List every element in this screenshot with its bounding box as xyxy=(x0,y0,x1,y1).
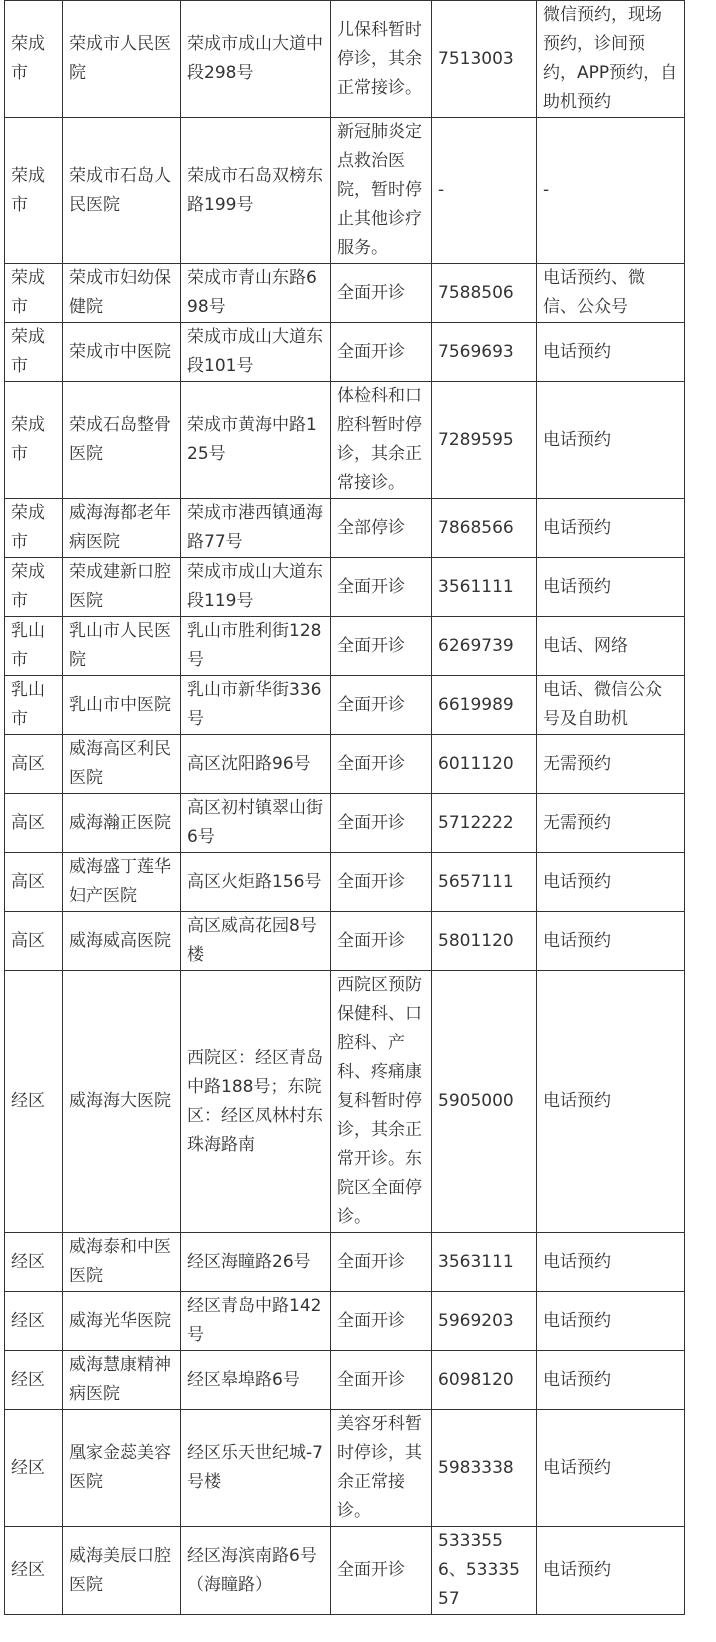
hospital-name-cell: 荣成市人民医院 xyxy=(63,1,181,118)
table-row xyxy=(5,1292,685,1351)
booking-method-cell: 电话预约 xyxy=(537,558,685,617)
address-cell: 经区海滨南路6号（海瞳路） xyxy=(181,1527,331,1615)
status-cell: 全面开诊 xyxy=(331,1527,432,1615)
status-cell: 西院区预防保健科、口腔科、产科、疼痛康复科暂时停诊，其余正常开诊。东院区全面停诊。 xyxy=(331,971,432,1233)
status-cell: 全面开诊 xyxy=(331,853,432,912)
status-cell: 全面开诊 xyxy=(331,264,432,323)
district-cell: 荣成市 xyxy=(5,1,63,118)
hospital-name-cell: 荣成石岛整骨医院 xyxy=(63,382,181,499)
address-cell: 乳山市胜利街128号 xyxy=(181,617,331,676)
address-cell: 经区皋埠路6号 xyxy=(181,1351,331,1410)
hospital-name-cell: 荣成市石岛人民医院 xyxy=(63,118,181,264)
table-row xyxy=(5,735,685,794)
table-row xyxy=(5,118,685,264)
booking-method-cell: 电话预约 xyxy=(537,853,685,912)
address-cell: 荣成市石岛双榜东路199号 xyxy=(181,118,331,264)
table-row xyxy=(5,676,685,735)
district-cell: 荣成市 xyxy=(5,118,63,264)
hospital-name-cell: 乳山市中医院 xyxy=(63,676,181,735)
status-cell: 全面开诊 xyxy=(331,1233,432,1292)
district-cell: 经区 xyxy=(5,1410,63,1527)
district-cell: 荣成市 xyxy=(5,499,63,558)
district-cell: 经区 xyxy=(5,1292,63,1351)
status-cell: 全面开诊 xyxy=(331,794,432,853)
booking-method-cell: 电话预约 xyxy=(537,382,685,499)
table-row xyxy=(5,323,685,382)
booking-method-cell: 电话预约 xyxy=(537,1527,685,1615)
address-cell: 荣成市青山东路698号 xyxy=(181,264,331,323)
booking-method-cell: 电话预约 xyxy=(537,1351,685,1410)
table-row xyxy=(5,912,685,971)
phone-cell: 6269739 xyxy=(432,617,537,676)
phone-cell: 7569693 xyxy=(432,323,537,382)
status-cell: 体检科和口腔科暂时停诊，其余正常接诊。 xyxy=(331,382,432,499)
hospital-name-cell: 威海美辰口腔医院 xyxy=(63,1527,181,1615)
address-cell: 高区沈阳路96号 xyxy=(181,735,331,794)
phone-cell: 3563111 xyxy=(432,1233,537,1292)
status-cell: 美容牙科暂时停诊，其余正常接诊。 xyxy=(331,1410,432,1527)
status-cell: 全面开诊 xyxy=(331,1351,432,1410)
table-row xyxy=(5,1410,685,1527)
phone-cell: 6619989 xyxy=(432,676,537,735)
address-cell: 西院区：经区青岛中路188号；东院区：经区凤林村东珠海路南 xyxy=(181,971,331,1233)
table-row xyxy=(5,971,685,1233)
status-cell: 全面开诊 xyxy=(331,1292,432,1351)
district-cell: 经区 xyxy=(5,1233,63,1292)
district-cell: 高区 xyxy=(5,794,63,853)
table-row xyxy=(5,794,685,853)
district-cell: 乳山市 xyxy=(5,676,63,735)
booking-method-cell: 电话预约 xyxy=(537,1292,685,1351)
hospital-table-wrapper xyxy=(4,0,685,1615)
district-cell: 荣成市 xyxy=(5,558,63,617)
table-row xyxy=(5,853,685,912)
table-body xyxy=(5,1,685,1615)
phone-cell: - xyxy=(432,118,537,264)
address-cell: 荣成市成山大道中段298号 xyxy=(181,1,331,118)
booking-method-cell: 电话预约 xyxy=(537,912,685,971)
table-row xyxy=(5,617,685,676)
phone-cell: 6098120 xyxy=(432,1351,537,1410)
address-cell: 经区青岛中路142号 xyxy=(181,1292,331,1351)
status-cell: 新冠肺炎定点救治医院，暂时停止其他诊疗服务。 xyxy=(331,118,432,264)
address-cell: 高区火炬路156号 xyxy=(181,853,331,912)
booking-method-cell: - xyxy=(537,118,685,264)
status-cell: 儿保科暂时停诊，其余正常接诊。 xyxy=(331,1,432,118)
status-cell: 全面开诊 xyxy=(331,912,432,971)
hospital-status-table xyxy=(4,0,685,1615)
booking-method-cell: 电话预约 xyxy=(537,323,685,382)
district-cell: 经区 xyxy=(5,971,63,1233)
address-cell: 乳山市新华街336号 xyxy=(181,676,331,735)
phone-cell: 7588506 xyxy=(432,264,537,323)
booking-method-cell: 电话预约、微信、公众号 xyxy=(537,264,685,323)
phone-cell: 6011120 xyxy=(432,735,537,794)
booking-method-cell: 电话预约 xyxy=(537,499,685,558)
address-cell: 荣成市港西镇通海路77号 xyxy=(181,499,331,558)
status-cell: 全面开诊 xyxy=(331,558,432,617)
booking-method-cell: 电话、微信公众号及自助机 xyxy=(537,676,685,735)
status-cell: 全部停诊 xyxy=(331,499,432,558)
phone-cell: 5905000 xyxy=(432,971,537,1233)
district-cell: 荣成市 xyxy=(5,264,63,323)
table-row xyxy=(5,1233,685,1292)
hospital-name-cell: 威海光华医院 xyxy=(63,1292,181,1351)
district-cell: 荣成市 xyxy=(5,323,63,382)
phone-cell: 7513003 xyxy=(432,1,537,118)
address-cell: 经区海瞳路26号 xyxy=(181,1233,331,1292)
booking-method-cell: 电话预约 xyxy=(537,971,685,1233)
table-row xyxy=(5,264,685,323)
phone-cell: 5333556、5333557 xyxy=(432,1527,537,1615)
district-cell: 高区 xyxy=(5,735,63,794)
booking-method-cell: 无需预约 xyxy=(537,735,685,794)
status-cell: 全面开诊 xyxy=(331,323,432,382)
phone-cell: 5983338 xyxy=(432,1410,537,1527)
district-cell: 高区 xyxy=(5,853,63,912)
status-cell: 全面开诊 xyxy=(331,617,432,676)
booking-method-cell: 微信预约，现场预约，诊间预约，APP预约，自助机预约 xyxy=(537,1,685,118)
hospital-name-cell: 凰家金蕊美容医院 xyxy=(63,1410,181,1527)
hospital-name-cell: 威海慧康精神病医院 xyxy=(63,1351,181,1410)
district-cell: 经区 xyxy=(5,1351,63,1410)
hospital-name-cell: 威海瀚正医院 xyxy=(63,794,181,853)
table-row xyxy=(5,1351,685,1410)
hospital-name-cell: 威海海都老年病医院 xyxy=(63,499,181,558)
status-cell: 全面开诊 xyxy=(331,735,432,794)
hospital-name-cell: 威海海大医院 xyxy=(63,971,181,1233)
district-cell: 高区 xyxy=(5,912,63,971)
address-cell: 荣成市黄海中路125号 xyxy=(181,382,331,499)
hospital-name-cell: 威海高区利民医院 xyxy=(63,735,181,794)
hospital-name-cell: 荣成市妇幼保健院 xyxy=(63,264,181,323)
table-row xyxy=(5,558,685,617)
hospital-name-cell: 威海泰和中医医院 xyxy=(63,1233,181,1292)
address-cell: 经区乐天世纪城-7号楼 xyxy=(181,1410,331,1527)
phone-cell: 7868566 xyxy=(432,499,537,558)
phone-cell: 3561111 xyxy=(432,558,537,617)
district-cell: 经区 xyxy=(5,1527,63,1615)
district-cell: 乳山市 xyxy=(5,617,63,676)
booking-method-cell: 电话预约 xyxy=(537,1233,685,1292)
phone-cell: 5657111 xyxy=(432,853,537,912)
table-row xyxy=(5,1,685,118)
address-cell: 荣成市成山大道东段119号 xyxy=(181,558,331,617)
phone-cell: 5712222 xyxy=(432,794,537,853)
phone-cell: 5801120 xyxy=(432,912,537,971)
hospital-name-cell: 威海威高医院 xyxy=(63,912,181,971)
status-cell: 全面开诊 xyxy=(331,676,432,735)
hospital-name-cell: 荣成建新口腔医院 xyxy=(63,558,181,617)
hospital-name-cell: 乳山市人民医院 xyxy=(63,617,181,676)
table-row xyxy=(5,382,685,499)
hospital-name-cell: 荣成市中医院 xyxy=(63,323,181,382)
table-row xyxy=(5,1527,685,1615)
booking-method-cell: 电话、网络 xyxy=(537,617,685,676)
address-cell: 荣成市成山大道东段101号 xyxy=(181,323,331,382)
hospital-name-cell: 威海盛丁莲华妇产医院 xyxy=(63,853,181,912)
phone-cell: 7289595 xyxy=(432,382,537,499)
address-cell: 高区威高花园8号楼 xyxy=(181,912,331,971)
booking-method-cell: 无需预约 xyxy=(537,794,685,853)
district-cell: 荣成市 xyxy=(5,382,63,499)
table-row xyxy=(5,499,685,558)
booking-method-cell: 电话预约 xyxy=(537,1410,685,1527)
phone-cell: 5969203 xyxy=(432,1292,537,1351)
address-cell: 高区初村镇翠山街6号 xyxy=(181,794,331,853)
